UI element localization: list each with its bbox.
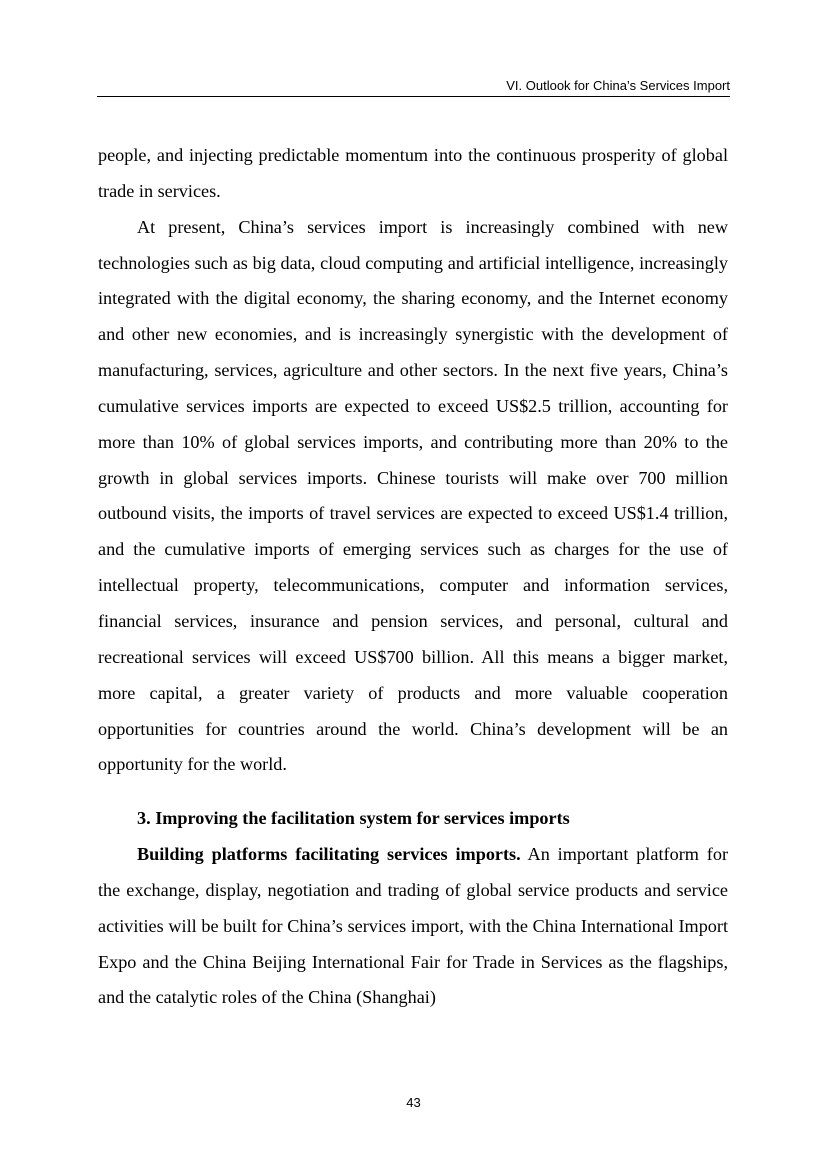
body-text xyxy=(98,138,728,1016)
running-head: VI. Outlook for China’s Services Import xyxy=(506,78,730,93)
paragraph-platforms xyxy=(98,837,728,1016)
paragraph-lead: Building platforms facilitating services imports. xyxy=(137,844,521,865)
paragraph-continuation: people, and injecting predictable momentum into the continuous prosperity of global trade in services. xyxy=(98,145,728,201)
page-header xyxy=(97,78,730,97)
section-heading: 3. Improving the facilitation system for services imports xyxy=(137,808,570,829)
paragraph-platforms-text: An important platform for the exchange, display, negotiation and trading of global service products and service activities will be built for China’s services import, with the China International Import Expo and the China Beijing International Fair for Trade in Services as the flagships, and the catalytic roles of the China (Shanghai) xyxy=(98,844,728,1008)
page-number: 43 xyxy=(406,1095,421,1110)
paragraph-outlook: At present, China’s services import is increasingly combined with new technologies such as big data, cloud computing and artificial intelligence, increasingly integrated with the digital economy, the sharing economy, and the Internet economy and other new economies, and is increasingly synergistic with the development of manufacturing, services, agriculture and other sectors. In the next five years, China’s cumulative services imports are expected to exceed US$2.5 trillion, accounting for more than 10% of global services imports, and contributing more than 20% to the growth in global services imports. Chinese tourists will make over 700 million outbound visits, the imports of travel services are expected to exceed US$1.4 trillion, and the cumulative imports of emerging services such as charges for the use of intellectual property, telecommunications, computer and information services, financial services, insurance and pension services, and personal, cultural and recreational services will exceed US$700 billion. All this means a bigger market, more capital, a greater variety of products and more valuable cooperation opportunities for countries around the world. China’s development will be an opportunity for the world. xyxy=(98,216,728,775)
